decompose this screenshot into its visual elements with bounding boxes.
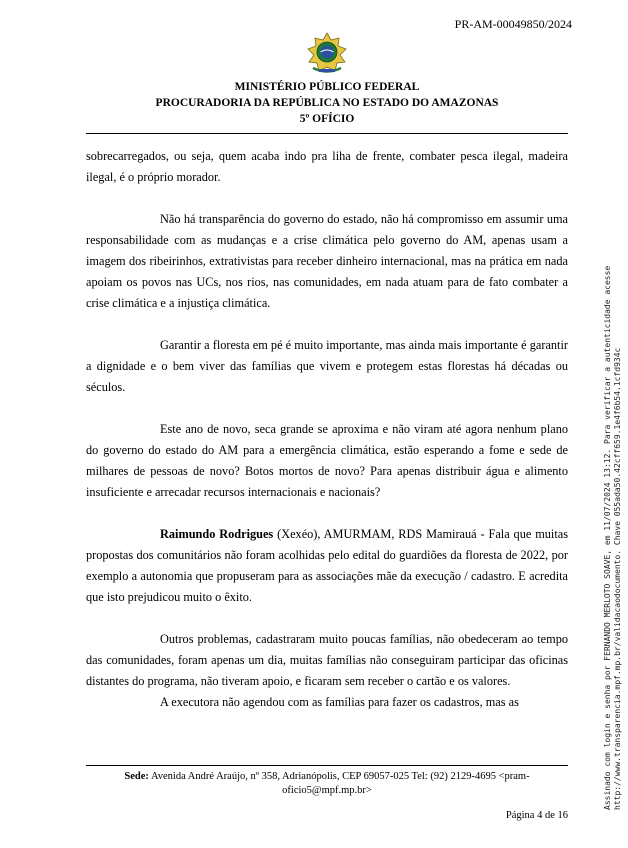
institution-name: MINISTÉRIO PÚBLICO FEDERAL: [234, 81, 420, 93]
page-number: Página 4 de 16: [505, 810, 568, 821]
signature-verification-note: [603, 160, 623, 810]
verification-link[interactable]: http://www.transparencia.mpf.mp.br/validacaodocumento. Chave 055ada50.42cff659.1e4f6b54.1cfd934c: [613, 347, 622, 810]
paragraph-5: [86, 524, 568, 608]
coat-of-arms-emblem: [305, 31, 349, 75]
footer-label: Sede:: [124, 771, 149, 782]
document-number: PR-AM-00049850/2024: [454, 17, 572, 31]
paragraph-4: Este ano de novo, seca grande se aproxima e não viram até agora nenhum plano do governo do estado do AM para a emergência climática, estão esperando a fome e sede de milhares de pessoas de novo? Botos mortos de novo? Para apenas distribuir água e alimento insuficiente e arrecadar recursos internacionais e nacionais?: [86, 422, 568, 499]
footer-address: Avenida André Araújo, nº 358, Adrianópolis, CEP 69057-025 Tel: (92) 2129-4695 <pram-oficio5@mpf.mp.br>: [148, 771, 530, 796]
footer-divider: [86, 765, 568, 766]
speaker-name: Raimundo Rodrigues: [160, 527, 274, 541]
institution-unit: PROCURADORIA DA REPÚBLICA NO ESTADO DO AMAZONAS: [155, 97, 499, 109]
paragraph-1: sobrecarregados, ou seja, quem acaba indo pra liha de frente, combater pesca ilegal, madeira ilegal, é o próprio morador.: [86, 149, 568, 184]
signature-line: Assinado com login e senha por FERNANDO MERLOTO SOAVE, em 11/07/2024 13:12. Para verificar a autenticidade acesse: [603, 265, 612, 810]
document-body: [86, 146, 568, 713]
paragraph-3: Garantir a floresta em pé é muito importante, mas ainda mais importante é garantir a dignidade e o bem viver das famílias que vivem e protegem estas florestas há décadas ou séculos.: [86, 338, 568, 394]
footer: [98, 770, 556, 798]
paragraph-6: Outros problemas, cadastraram muito poucas famílias, não obedeceram ao tempo das comunidades, foram apenas um dia, muitas famílias não conseguiram participar das oficinas distantes do programa, não tiveram apoio, e ficaram sem receber o cartão e os valores.: [86, 632, 568, 688]
paragraph-7: A executora não agendou com as famílias para fazer os cadastros, mas as: [160, 695, 519, 709]
paragraph-5-text: (Xexéo), AMURMAM, RDS Mamirauá - Fala que muitas propostas dos comunitários não foram acolhidas pelo edital do guardiões da floresta de 2022, por exemplo a autonomia que propuseram para as associações mãe da execução / cadastro. E acredita que isto prejudicou muito o êxito.: [86, 527, 568, 604]
office-name: 5º OFÍCIO: [299, 113, 355, 125]
paragraph-2: Não há transparência do governo do estado, não há compromisso em assumir uma responsabilidade com as mudanças e a crise climática pelo governo do AM, apenas usam a imagem dos ribeirinhos, extrativistas para receber dinheiro internacional, mas na prática em nada apoiam os povos nas UCs, nos rios, nas comunidades, em nada atuam para de fato combater a crise climática e a injustiça climática.: [86, 212, 568, 310]
letterhead: [86, 79, 568, 127]
header-divider: [86, 133, 568, 134]
